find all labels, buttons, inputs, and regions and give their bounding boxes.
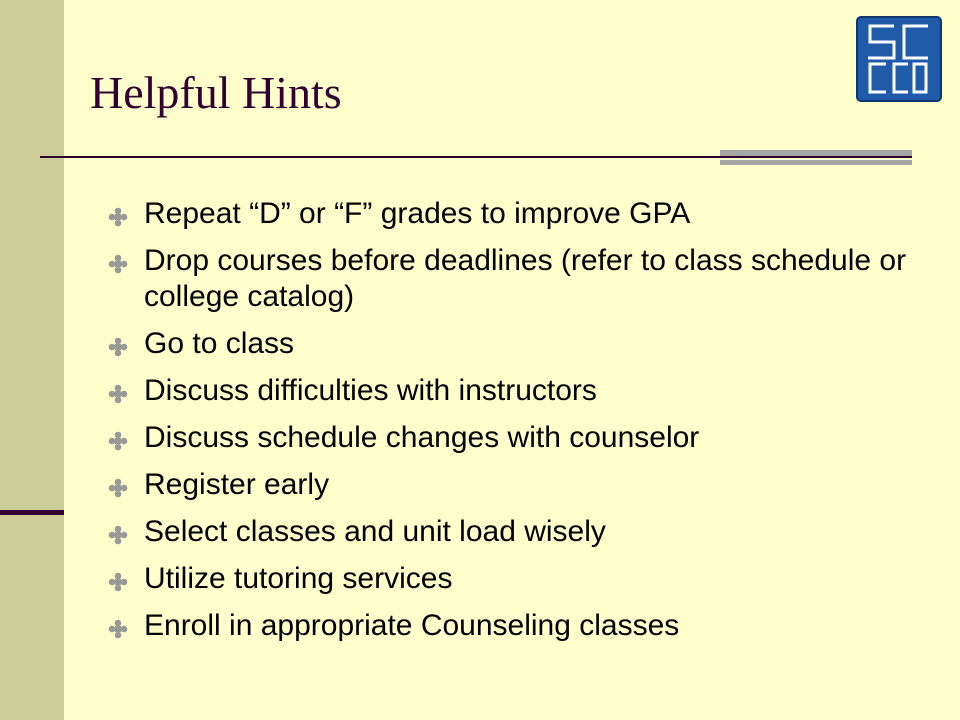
diamond-bullet-icon xyxy=(108,384,128,404)
list-item xyxy=(108,608,908,644)
diamond-bullet-icon xyxy=(108,572,128,592)
scccd-logo xyxy=(856,16,942,102)
hint-text: Discuss schedule changes with counselor xyxy=(144,421,700,454)
diamond-bullet-icon xyxy=(108,525,128,545)
diamond-bullet-icon xyxy=(108,337,128,357)
hint-text: Utilize tutoring services xyxy=(144,562,453,595)
hint-text: Enroll in appropriate Counseling classes xyxy=(144,609,680,642)
list-item xyxy=(108,420,908,456)
left-sidebar-bar xyxy=(0,0,64,720)
hint-text: Select classes and unit load wisely xyxy=(144,515,606,548)
hint-text: Go to class xyxy=(144,327,295,360)
slide-title: Helpful Hints xyxy=(90,67,342,118)
diamond-bullet-icon xyxy=(108,431,128,451)
list-item xyxy=(108,196,908,232)
title-divider xyxy=(40,156,912,158)
hint-text: Drop courses before deadlines (refer to class schedule or college catalog) xyxy=(144,244,907,313)
diamond-bullet-icon xyxy=(108,254,128,274)
hints-list xyxy=(108,196,908,655)
list-item xyxy=(108,514,908,550)
left-accent-line xyxy=(0,510,64,515)
list-item xyxy=(108,561,908,597)
list-item xyxy=(108,243,908,315)
list-item xyxy=(108,373,908,409)
list-item xyxy=(108,326,908,362)
title-divider-accent-bottom xyxy=(720,160,912,165)
hint-text: Register early xyxy=(144,468,330,501)
hint-text: Repeat “D” or “F” grades to improve GPA xyxy=(144,197,691,230)
diamond-bullet-icon xyxy=(108,478,128,498)
list-item xyxy=(108,467,908,503)
hint-text: Discuss difficulties with instructors xyxy=(144,374,597,407)
diamond-bullet-icon xyxy=(108,207,128,227)
diamond-bullet-icon xyxy=(108,619,128,639)
title-divider-accent-top xyxy=(720,150,912,156)
